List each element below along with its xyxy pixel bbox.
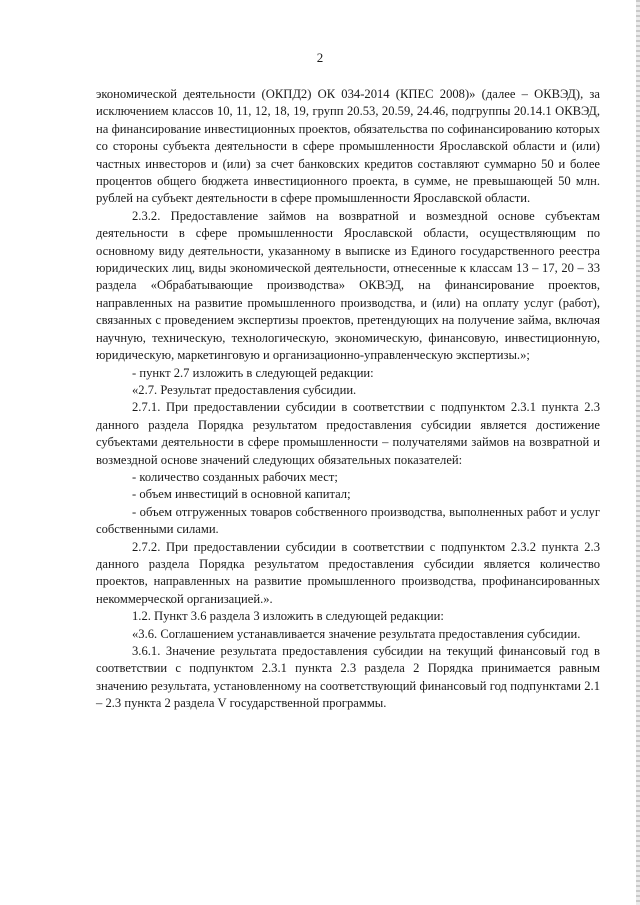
paragraph-2-3-2: 2.3.2. Предоставление займов на возвратной и возмездной основе субъектам деятельности в сфере промышленности Ярославской области, осуществляющим по основному виду деятельности, указанному в выписке из Единого государственного реестра юридических лиц, виды экономической деятельности, отнесенные к классам 13 – 17, 20 – 33 раздела «Обрабатывающие производства» ОКВЭД, на финансирование проектов, направленных на развитие промышленного производства, и (или) на оплату услуг (работ), связанных с проведением экспертизы проектов, претендующих на получение займа, включая научную, техническую, технологическую, экономическую, финансовую, инвестиционную, юридическую, маркетинговую и организационно-управленческую экспертизы.»; (96, 208, 600, 363)
list-item-investment: - объем инвестиций в основной капитал; (132, 487, 351, 502)
page-number: 2 (316, 50, 324, 65)
paragraph-3-6-1: 3.6.1. Значение результата предоставления субсидии на текущий финансовый год в соответствии с подпунктом 2.3.1 пункта 2.3 раздела 2 Порядка принимается равным значению результата, установленному на соответствующий финансовый год подпунктами 2.1 – 2.3 пункта 2 раздела V государственной программы. (96, 644, 600, 711)
list-item-shipped-goods: - объем отгруженных товаров собственного производства, выполненных работ и услуг собственными силами. (96, 504, 600, 537)
paragraph-1-2: 1.2. Пункт 3.6 раздела 3 изложить в следующей редакции: (132, 609, 444, 624)
scan-edge-border (636, 0, 640, 905)
list-item-jobs: - количество созданных рабочих мест; (132, 469, 338, 484)
paragraph-2-7-1: 2.7.1. При предоставлении субсидии в соответствии с подпунктом 2.3.1 пункта 2.3 данного раздела Порядка результатом предоставления субсидии является достижение субъектами деятельности в сфере промышленности – получателями займов на возвратной и возмездной основе значений следующих обязательных показателей: (96, 400, 600, 467)
paragraph-okved-exclusions: экономической деятельности (ОКПД2) ОК 034-2014 (КПЕС 2008)» (далее – ОКВЭД), за исключением классов 10, 11, 12, 18, 19, групп 20.53, 20.59, 24.46, подгруппы 20.14.1 ОКВЭД, на финансирование инвестиционных проектов, обязательства по софинансированию которых со стороны субъекта деятельности в сфере промышленности Ярославской области и (или) частных инвесторов и (или) за счет банковских кредитов составляют суммарно 50 и более процентов общего бюджета инвестиционного проекта, в сумме, не превышающей 50 млн. рублей на субъект деятельности в сфере промышленности Ярославской области. (96, 87, 600, 206)
paragraph-2-7-heading: «2.7. Результат предоставления субсидии. (132, 382, 357, 397)
document-body (96, 86, 600, 713)
paragraph-2-7-2: 2.7.2. При предоставлении субсидии в соответствии с подпунктом 2.3.2 пункта 2.3 данного раздела Порядка результатом предоставления субсидии является количество проектов, направленных на развитие промышленного производства, профинансированных некоммерческой организацией.». (96, 539, 600, 606)
paragraph-3-6: «3.6. Соглашением устанавливается значение результата предоставления субсидии. (132, 626, 581, 641)
paragraph-item-2-7-intro: - пункт 2.7 изложить в следующей редакции: (132, 365, 374, 380)
